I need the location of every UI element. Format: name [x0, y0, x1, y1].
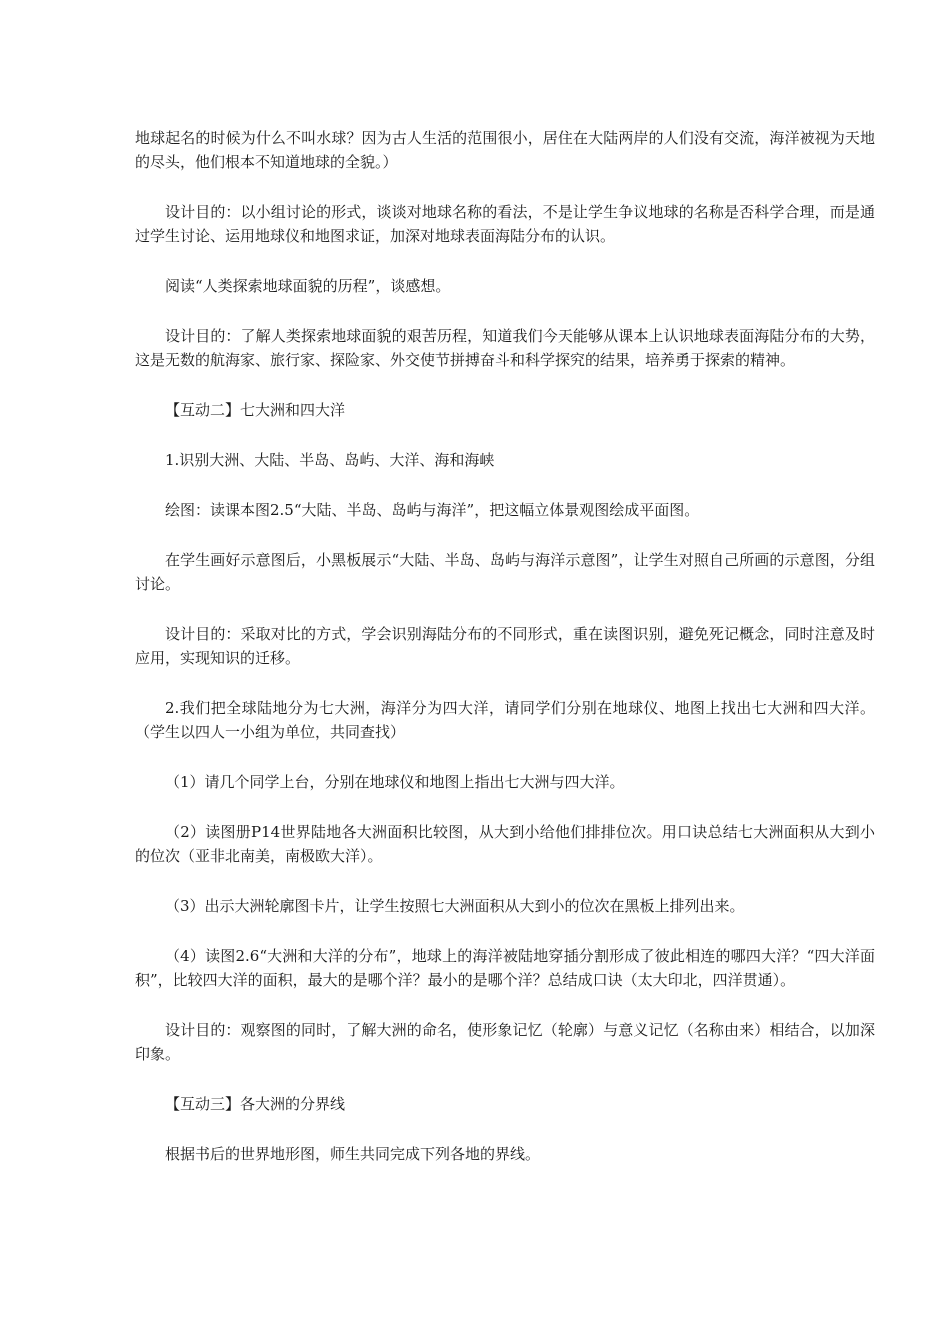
paragraph-reading-task: 阅读“人类探索地球面貌的历程”，谈感想。 — [165, 277, 451, 295]
paragraph-item-1: 1.识别大洲、大陆、半岛、岛屿、大洋、海和海峡 — [165, 451, 495, 469]
paragraph-design-purpose-3: 设计目的：采取对比的方式，学会识别海陆分布的不同形式，重在读图识别，避免死记概念，同时注意及时应用，实现知识的迁移。 — [135, 625, 875, 667]
paragraph-boundary-task: 根据书后的世界地形图，师生共同完成下列各地的界线。 — [165, 1145, 541, 1163]
section-heading-interaction-2: 【互动二】七大洲和四大洋 — [165, 401, 346, 419]
paragraph-item-2: 2.我们把全球陆地分为七大洲，海洋分为四大洋，请同学们分别在地球仪、地图上找出七大洲和四大洋。（学生以四人一小组为单位，共同查找） — [135, 699, 875, 741]
paragraph-blackboard-display: 在学生画好示意图后，小黑板展示“大陆、半岛、岛屿与海洋示意图”，让学生对照自己所画的示意图，分组讨论。 — [135, 551, 875, 593]
paragraph-subitem-4: （4）读图2.6“大洲和大洋的分布”，地球上的海洋被陆地穿插分割形成了彼此相连的哪四大洋？“四大洋面积”，比较四大洋的面积，最大的是哪个洋？最小的是哪个洋？总结成口诀（太大印北，四洋贯通）。 — [135, 947, 875, 989]
paragraph-design-purpose-1: 设计目的：以小组讨论的形式，谈谈对地球名称的看法，不是让学生争议地球的名称是否科学合理，而是通过学生讨论、运用地球仪和地图求证，加深对地球表面海陆分布的认识。 — [135, 203, 875, 245]
paragraph-design-purpose-2: 设计目的：了解人类探索地球面貌的艰苦历程，知道我们今天能够从课本上认识地球表面海陆分布的大势，这是无数的航海家、旅行家、探险家、外交使节拼搏奋斗和科学探究的结果，培养勇于探索的精神。 — [135, 327, 875, 369]
paragraph-subitem-3: （3）出示大洲轮廓图卡片，让学生按照七大洲面积从大到小的位次在黑板上排列出来。 — [165, 897, 745, 915]
paragraph-subitem-2: （2）读图册P14世界陆地各大洲面积比较图，从大到小给他们排排位次。用口诀总结七大洲面积从大到小的位次（亚非北南美，南极欧大洋）。 — [135, 823, 875, 865]
paragraph-earth-naming: 地球起名的时候为什么不叫水球？因为古人生活的范围很小，居住在大陆两岸的人们没有交流，海洋被视为天地的尽头，他们根本不知道地球的全貌。） — [135, 129, 875, 171]
paragraph-drawing-task: 绘图：读课本图2.5“大陆、半岛、岛屿与海洋”，把这幅立体景观图绘成平面图。 — [165, 501, 700, 519]
paragraph-design-purpose-4: 设计目的：观察图的同时，了解大洲的命名，使形象记忆（轮廓）与意义记忆（名称由来）相结合，以加深印象。 — [135, 1021, 875, 1063]
document-page — [135, 126, 875, 1192]
section-heading-interaction-3: 【互动三】各大洲的分界线 — [165, 1095, 346, 1113]
paragraph-subitem-1: （1）请几个同学上台，分别在地球仪和地图上指出七大洲与四大洋。 — [165, 773, 625, 791]
